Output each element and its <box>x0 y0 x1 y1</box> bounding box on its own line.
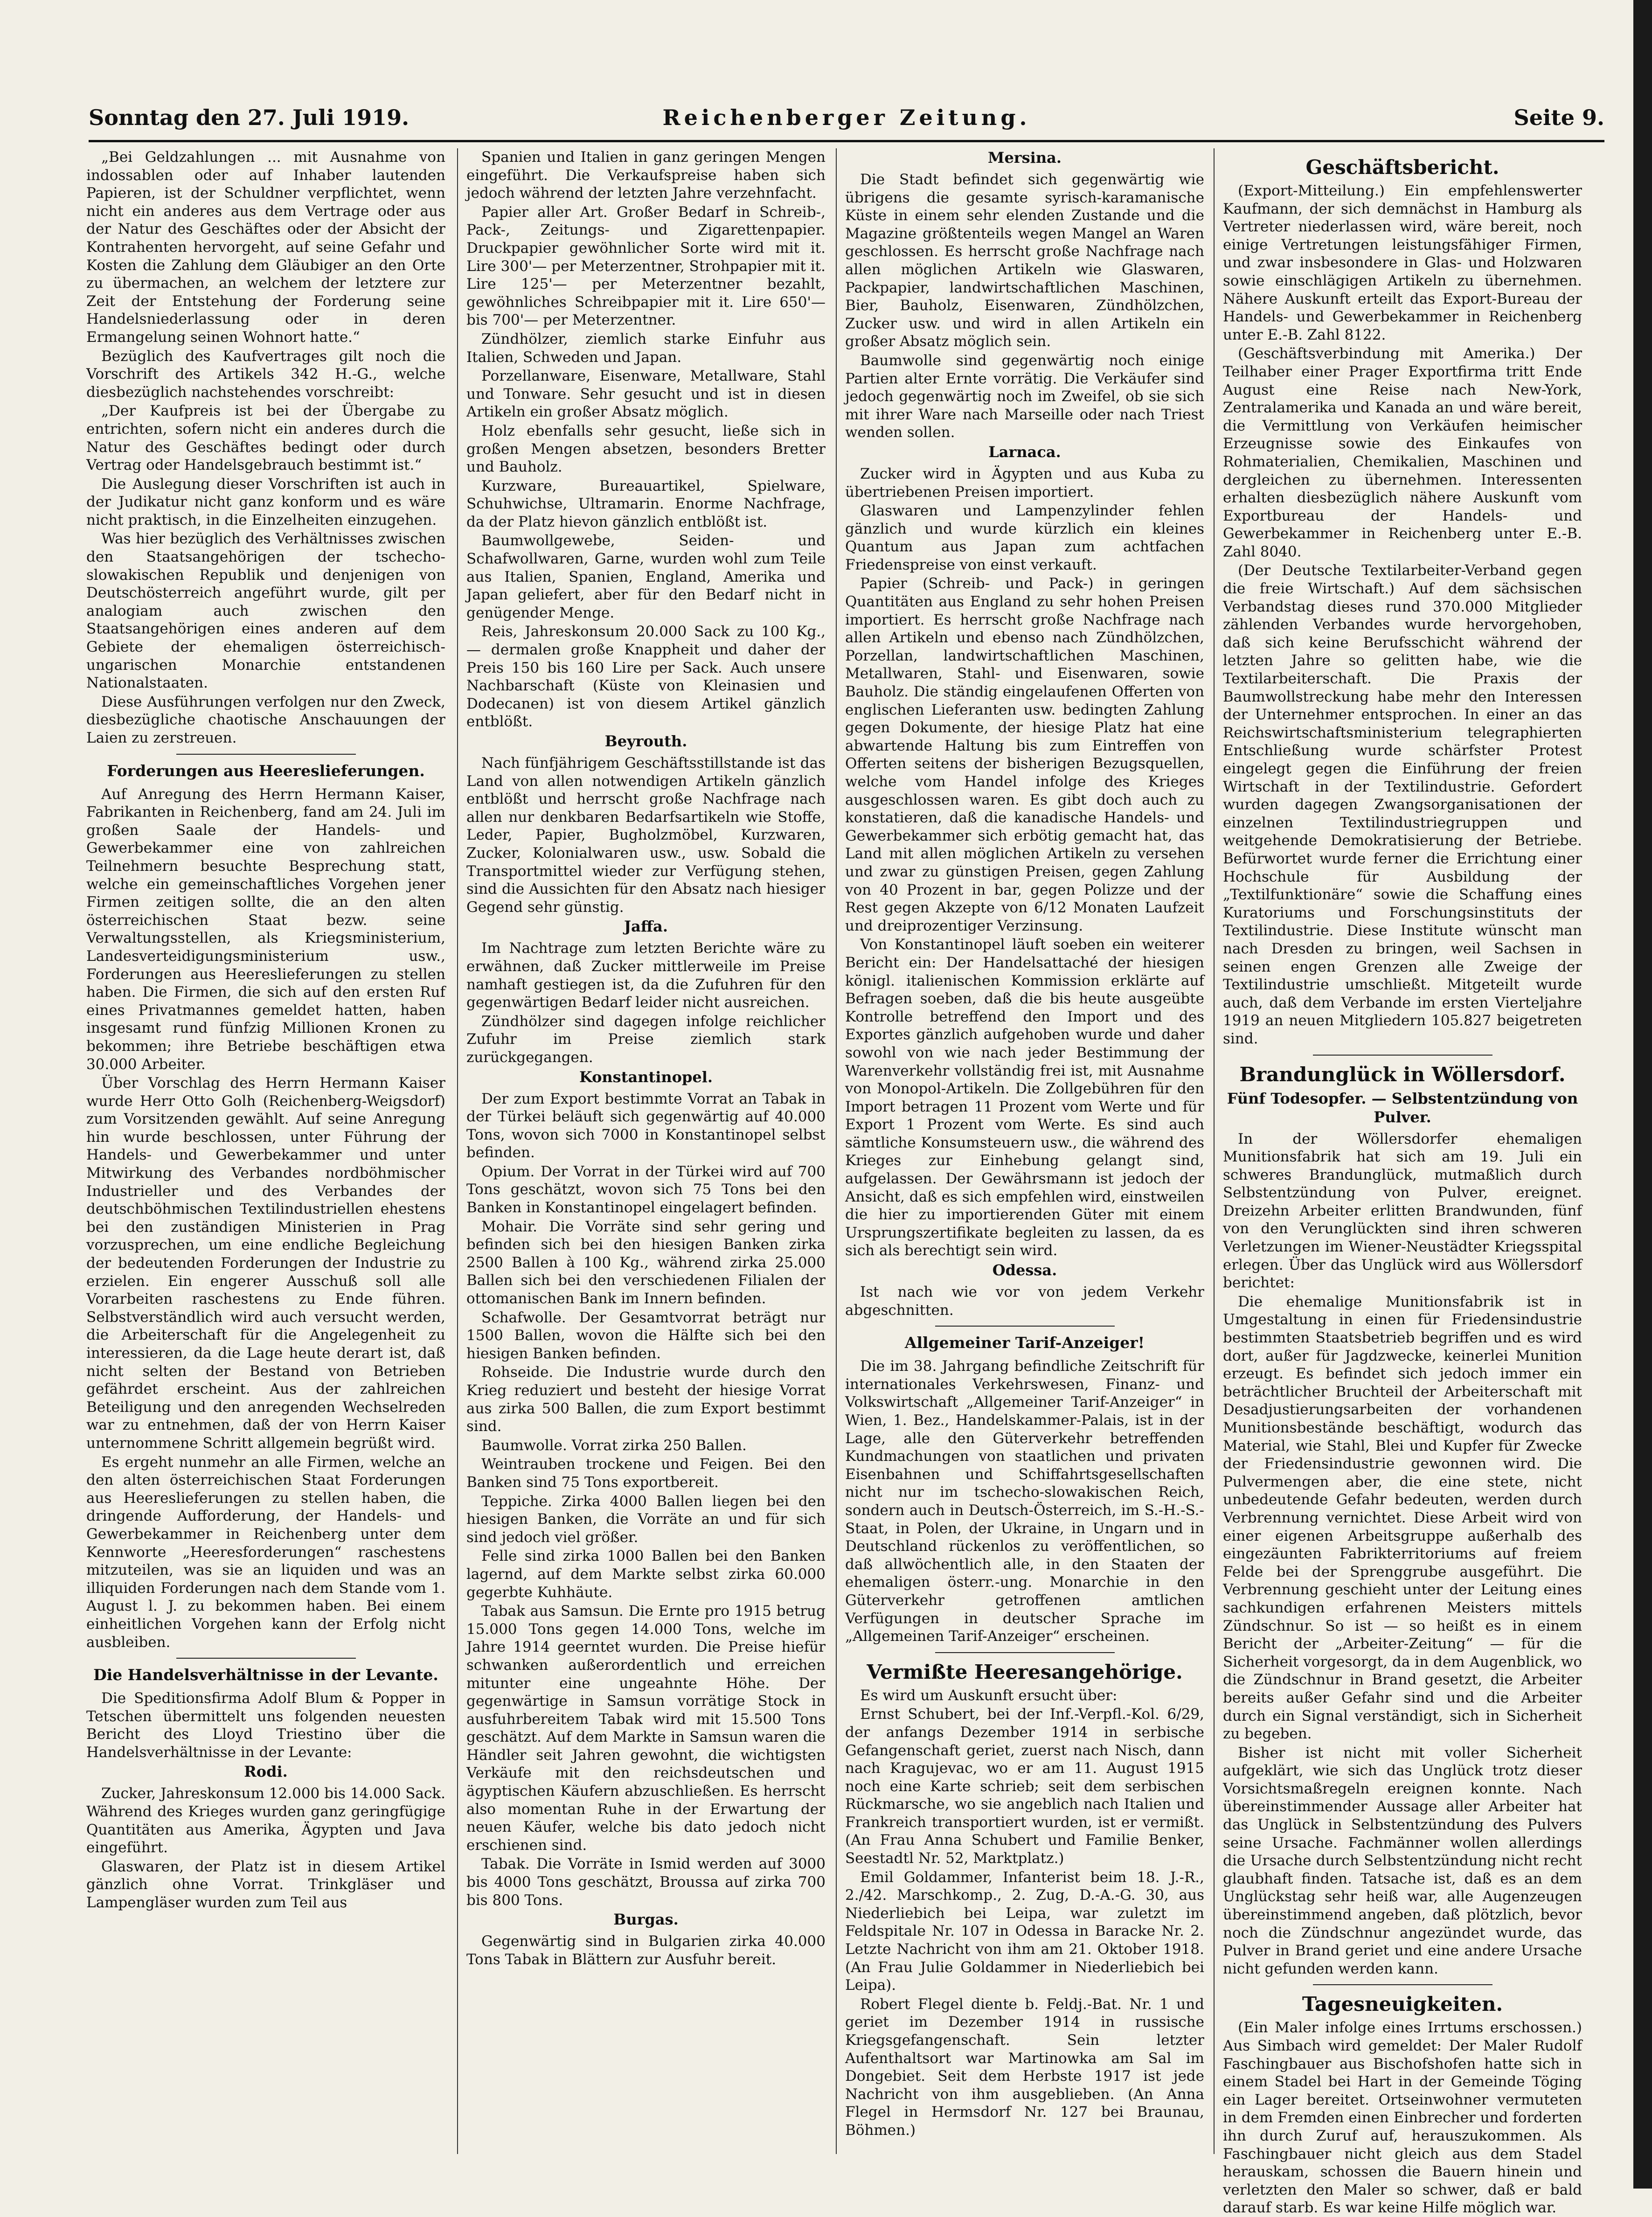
paragraph: Ist nach wie vor von jedem Verkehr abgeschnitten. <box>845 1284 1204 1319</box>
paragraph: Zucker wird in Ägypten und aus Kuba zu übertriebenen Preisen importiert. <box>845 465 1204 500</box>
paragraph: Glaswaren und Lampenzylinder fehlen gänzlich und wurde kürzlich ein kleines Quantum aus Japan zum achtfachen Friedenspreise von einst verkauft. <box>845 502 1204 573</box>
paragraph: Die Stadt befindet sich gegenwärtig wie übrigens die gesamte syrisch-karamanische Küste in einem sehr elenden Zustande und die Magazine größtenteils wegen Mangel an Waren geschlossen. Es herrscht große Nachfrage nach allen möglichen Artikeln wie Glaswaren, Packpapier, landwirtschaftlichen Maschinen, Bier, Bauholz, Eisenwaren, Zündhölzchen, Zucker usw. und wird in allen Artikeln ein großer Absatz möglich sein. <box>845 171 1204 350</box>
paragraph: Baumwolle sind gegenwärtig noch einige Partien alter Ernte vorrätig. Die Verkäufer sind jedoch gegenwärtig noch im Zweifel, ob sie sich mit ihrer Ware nach Marseille oder nach Triest wenden sollen. <box>845 352 1204 441</box>
separator <box>1313 1984 1492 1985</box>
paragraph: Von Konstantinopel läuft soeben ein weiterer Bericht ein: Der Handelsattaché der hiesigen königl. italienischen Kommission erklärte auf Befragen soeben, daß die bis heute ausgeübte Kontrolle betreffend den Import und des Exportes gänzlich aufgehoben wurde und daher sowohl von wie nach jeder Bestimmung der Warenverkehr vollständig frei ist, mit Ausnahme von Monopol-Artikeln. Die Zollgebühren für den Import betragen 11 Prozent vom Werte und für Export 1 Prozent vom Werte. Es sind auch sämtliche Konsumsteuern usw., die während des Krieges zur Einhebung gelangt sind, aufgelassen. Der Gewährsmann ist jedoch der Ansicht, daß es sich empfehlen wird, einstweilen die hier zu importierenden Güter mit einem Ursprungszertifikate begleiten zu lassen, da es sich als berechtigt sein wird. <box>845 936 1204 1259</box>
paragraph: Die ehemalige Munitionsfabrik ist in Umgestaltung in einen für Friedensindustrie bestimmten Staatsbetrieb begriffen und es wird dort, außer für Jagdzwecke, keinerlei Munition erzeugt. Es befindet sich jedoch immer ein beträchtlicher Bruchteil der Arbeiterschaft mit Desadjustierungsarbeiten der vorhandenen Munitionsbestände beschäftigt, wodurch das Material, wie Stahl, Blei und Kupfer für Zwecke der Friedensindustrie gewonnen wird. Die Pulvermengen aber, die eine stete, nicht unbedeutende Gefahr bedeuten, werden durch Verbrennung vernichtet. Diese Arbeit wird von einer eigenen Arbeitsgruppe außerhalb des eingezäunten Fabrikterritoriums auf freiem Felde bei der Sprenggrube ausgeführt. Die Verbrennung geschieht unter der Leitung eines sachkundigen erfahrenen Meisters mittels Zündschnur. So ist — so heißt es in einem Bericht der „Arbeiter-Zeitung“ — für die Sicherheit vorgesorgt, da in dem Augenblick, wo die Zündschnur in Brand gesetzt, die Arbeiter bereits außer Gefahr sind und die Arbeiter durch ein Signal verständigt, sich in Sicherheit zu begeben. <box>1223 1293 1582 1743</box>
paragraph: Emil Goldammer, Infanterist beim 18. J.-R., 2./42. Marschkomp., 2. Zug, D.-A.-G. 30, aus Niederliebich bei Leipa, war zuletzt im Feldspitale Nr. 107 in Odessa in Baracke Nr. 2. Letzte Nachricht von ihm am 21. Oktober 1918. (An Frau Julie Goldammer in Niederliebich bei Leipa). <box>845 1869 1204 1994</box>
paragraph: Weintrauben trockene und Feigen. Bei den Banken sind 75 Tons exportbereit. <box>466 1456 826 1491</box>
paragraph: Die Auslegung dieser Vorschriften ist auch in der Judikatur nicht ganz konform und es wäre nicht praktisch, in die Einzelheiten einzugehen. <box>86 475 445 528</box>
paragraph: Reis, Jahreskonsum 20.000 Sack zu 100 Kg., — dermalen große Knappheit und daher der Preis 150 bis 160 Lire per Sack. Auch unsere Nachbarschaft (Küste von Kleinasien und Dodecanen) ist von diesem Artikel gänzlich entblößt. <box>466 623 826 730</box>
paragraph: Die im 38. Jahrgang befindliche Zeitschrift für internationales Verkehrswesen, Finanz- und Volkswirtschaft „Allgemeiner Tarif-Anzeiger“ in Wien, 1. Bez., Handelskammer-Palais, ist in der Lage, alle den Güterverkehr betreffenden Kundmachungen von staatlichen und privaten Eisenbahnen und Schiffahrtsgesellschaften nicht nur im tschecho-slowakischen Reich, sondern auch in Deutsch-Österreich, im S.-H.-S.-Staat, in Polen, der Ukraine, in Ungarn und in Deutschland rückenlos zu veröffentlichen, so daß allwöchentlich alle, in den Staaten der ehemaligen österr.-ung. Monarchie in den Güterverkehr getroffenen amtlichen Verfügungen in deutscher Sprache im „Allgemeinen Tarif-Anzeiger“ erscheinen. <box>845 1358 1204 1645</box>
issue-date: Sonntag den 27. Juli 1919. <box>89 105 410 130</box>
paragraph: „Der Kaufpreis ist bei der Übergabe zu entrichten, sofern nicht ein anderes durch die Natur des Geschäftes bedingt oder durch Vertrag oder Handelsgebrauch bestimmt ist.“ <box>86 403 445 474</box>
paragraph: Zündhölzer, ziemlich starke Einfuhr aus Italien, Schweden und Japan. <box>466 330 826 366</box>
paragraph: In der Wöllersdorfer ehemaligen Munitionsfabrik hat sich am 19. Juli ein schweres Brandunglück, mutmaßlich durch Selbstentzündung von Pulver, ereignet. Dreizehn Arbeiter erlitten Brandwunden, fünf von den Verunglückten sind ihren schweren Verletzungen im Wiener-Neustädter Kriegsspital erlegen. Über das Unglück wird aus Wöllersdorf berichtet: <box>1223 1130 1582 1292</box>
paragraph: Porzellanware, Eisenware, Metallware, Stahl und Tonware. Sehr gesucht und ist in diesen Artikeln ein großer Absatz möglich. <box>466 368 826 421</box>
paragraph: Über Vorschlag des Herrn Hermann Kaiser wurde Herr Otto Golh (Reichenberg-Weigsdorf) zum Vorsitzenden gewählt. Auf seine Anregung hin wurde beschlossen, unter Führung der Handels- und Gewerbekammer und unter Mitwirkung des Verbandes nordböhmischer Industrieller und des Verbandes der deutschböhmischen Textilindustriellen ehestens bei den zuständigen Ministerien in Prag vorzusprechen, um eine endliche Begleichung der bedeutenden Forderungen der Industrie zu erzielen. Ein engerer Ausschuß soll alle Vorarbeiten raschestens zu Ende führen. Selbstverständlich wird auch versucht werden, die Arbeiterschaft für die Angelegenheit zu interessieren, da die Lage heute derart ist, daß nicht selten der Bestand von Betrieben gefährdet erscheint. Aus der zahlreichen Beteiligung und den anregenden Wechselreden war zu entnehmen, daß der von Herrn Kaiser unternommene Schritt allgemein begrüßt wird. <box>86 1075 445 1452</box>
paragraph: Kurzware, Bureauartikel, Spielware, Schuhwichse, Ultramarin. Enorme Nachfrage, da der Platz hievon gänzlich entblößt ist. <box>466 477 826 530</box>
paragraph: Im Nachtrage zum letzten Berichte wäre zu erwähnen, daß Zucker mittlerweile im Preise namhaft gestiegen ist, da die Zufuhren für den gegenwärtigen Bedarf leider nicht ausreichen. <box>466 940 826 1011</box>
subheading: Konstantinopel. <box>579 1068 713 1086</box>
paragraph: Zündhölzer sind dagegen infolge reichlicher Zufuhr im Preise ziemlich stark zurückgegangen. <box>466 1013 826 1066</box>
page-header <box>89 105 1604 142</box>
paragraph: Diese Ausführungen verfolgen nur den Zweck, diesbezügliche chaotische Anschauungen der Laien zu zerstreuen. <box>86 693 445 746</box>
paragraph: (Geschäftsverbindung mit Amerika.) Der Teilhaber einer Prager Exportfirma tritt Ende August eine Reise nach New-York, Zentralamerika und Kanada an und wäre bereit, die Vermittlung von Verkäufen heimischer Erzeugnisse sowie des Einkaufes von Rohmaterialien, Chemikalien, Maschinen und dergleichen zu übernehmen. Interessenten erhalten diesbezüglich nähere Auskunft vom Exportbureau der Handels- und Gewerbekammer in Reichenberg unter E.-B. Zahl 8040. <box>1223 345 1582 560</box>
column-4 <box>1223 148 1582 2217</box>
paragraph: Holz ebenfalls sehr gesucht, ließe sich in großen Mengen absetzen, besonders Bretter und Bauholz. <box>466 422 826 476</box>
paragraph: Schafwolle. Der Gesamtvorrat beträgt nur 1500 Ballen, wovon die Hälfte sich bei den hiesigen Banken befinden. <box>466 1309 826 1362</box>
separator <box>935 1652 1115 1653</box>
paragraph: Spanien und Italien in ganz geringen Mengen eingeführt. Die Verkaufspreise haben sich jedoch während der letzten Jahre verzehnfacht. <box>466 149 826 202</box>
paragraph: Es ergeht nunmehr an alle Firmen, welche an den alten österreichischen Staat Forderungen aus Heereslieferungen zu stellen haben, die dringende Aufforderung, der Handels- und Gewerbekammer in Reichenberg unter dem Kennworte „Heeresforderungen“ raschestens mitzuteilen, was sie an liquiden und was an illiquiden Forderungen nach dem Stande vom 1. August l. J. zu bekommen haben. Bei einem einheitlichen Vorgehen kann der Erfolg nicht ausbleiben. <box>86 1453 445 1651</box>
paragraph: Rohseide. Die Industrie wurde durch den Krieg reduziert und besteht der hiesige Vorrat aus zirka 500 Ballen, die zum Export bestimmt sind. <box>466 1364 826 1435</box>
section-heading: Forderungen aus Heereslieferungen. <box>107 761 425 780</box>
subheading: Burgas. <box>613 1911 679 1929</box>
paragraph: Papier aller Art. Großer Bedarf in Schreib-, Pack-, Zeitungs- und Zigarettenpapier. Druckpapier gewöhnlicher Sorte wird mit it. Lire 300'— per Meterzentner, Strohpapier mit it. Lire 125'— per Meterzentner bezahlt, gewöhnliches Schreibpapier mit it. Lire 650'— bis 700'— per Meterzentner. <box>466 203 826 329</box>
paragraph: Robert Flegel diente b. Feldj.-Bat. Nr. 1 und geriet im Dezember 1914 in russische Kriegsgefangenschaft. Sein letzter Aufenthaltsort war Martinowka am Sal im Dongebiet. Seit dem Herbste 1917 ist jede Nachricht von ihm ausgeblieben. (An Anna Flegel in Hermsdorf Nr. 127 bei Braunau, Böhmen.) <box>845 1995 1204 2139</box>
subheading: Fünf Todesopfer. — Selbstentzündung von Pulver. <box>1227 1089 1578 1126</box>
paragraph: Nach fünfjährigem Geschäftsstillstande ist das Land von allen notwendigen Artikeln gänzlich entblößt und herrscht große Nachfrage nach allen nur denkbaren Bedarfsartikeln wie Stoffe, Leder, Papier, Bugholzmöbel, Kurzwaren, Zucker, Kolonialwaren usw., usw. Sobald die Transportmittel wieder zur Verfügung stehen, sind die Aussichten für den Absatz nach hiesiger Gegend sehr günstig. <box>466 755 826 916</box>
paragraph: Baumwolle. Vorrat zirka 250 Ballen. <box>481 1437 747 1454</box>
paragraph: Zucker, Jahreskonsum 12.000 bis 14.000 Sack. Während des Krieges wurden ganz geringfügige Quantitäten aus Amerika, Ägypten und Java eingeführt. <box>86 1785 445 1856</box>
scan-edge <box>1633 0 1652 2189</box>
paragraph: Ernst Schubert, bei der Inf.-Verpfl.-Kol. 6/29, der anfangs Dezember 1914 in serbische Gefangenschaft geriet, zuerst nach Nisch, dann nach Kragujevac, wo er am 11. August 1915 noch eine Karte schrieb; seit dem serbischen Rückmarsche, wo sie angeblich nach Italien und Frankreich transportiert wurden, ist er vermißt. (An Frau Anna Schubert und Familie Benker, Seestadtl Nr. 52, Marktplatz.) <box>845 1706 1204 1867</box>
column-divider <box>457 148 458 2154</box>
paragraph: Gegenwärtig sind in Bulgarien zirka 40.000 Tons Tabak in Blättern zur Ausfuhr bereit. <box>466 1933 826 1968</box>
paragraph: Glaswaren, der Platz ist in diesem Artikel gänzlich ohne Vorrat. Trinkgläser und Lampengläser wurden zum Teil aus <box>86 1858 445 1911</box>
paragraph: Es wird um Auskunft ersucht über: <box>860 1687 1118 1704</box>
section-heading-large: Vermißte Heeresangehörige. <box>867 1660 1183 1683</box>
paragraph: Papier (Schreib- und Pack-) in geringen Quantitäten aus England zu sehr hohen Preisen importiert. Es herrscht große Nachfrage nach allen Artikeln und ebenso nach Zündhölzchen, Porzellan, landwirtschaftlichen Maschinen, Metallwaren, Stahl- und Eisenwaren, sowie Bauholz. Die ständig eingelaufenen Offerten von englischen Lieferanten usw. bedingten Zahlung gegen Dokumente, der hiesige Platz hat eine abwartende Haltung bis zum Eintreffen von Offerten seitens der bisherigen Bezugsquellen, welche vom Handel infolge des Krieges ausgeschlossen waren. Es gibt doch auch zu konstatieren, daß die kanadische Handels- und Gewerbekammer sich erbötig gemacht hat, das Land mit allen möglichen Artikeln zu versehen und zwar zu günstigen Preisen, gegen Zahlung von 40 Prozent in bar, gegen Polizze und der Rest gegen Akzepte von 6/12 Monaten Laufzeit und dreiprozentiger Verzinsung. <box>845 575 1204 934</box>
paragraph: (Ein Maler infolge eines Irrtums erschossen.) Aus Simbach wird gemeldet: Der Maler Rudolf Faschingbauer aus Bischofshofen hatte sich in einem Stadel bei Hart in der Gemeinde Töging ein Lager bereitet. Ortseinwohner vermuteten in dem Fremden einen Einbrecher und forderten ihn durch Zuruf auf, herauszukommen. Als Faschingbauer nicht gleich aus dem Stadel herauskam, schossen die Bauern hinein und verletzten den Maler so schwer, daß er bald darauf starb. Es war keine Hilfe möglich war. <box>1223 2019 1582 2217</box>
header-rule <box>89 140 1604 142</box>
separator <box>176 754 356 755</box>
paragraph: Was hier bezüglich des Verhältnisses zwischen den Staatsangehörigen der tschecho-slowakischen Republik und denjenigen von Deutschösterreich angeführt wurde, gilt per analogiam auch zwischen den Staatsangehörigen eines anderen auf dem Gebiete der ehemaligen österreichisch-ungarischen Monarchie entstandenen Nationalstaaten. <box>86 530 445 692</box>
page-number: Seite 9. <box>1513 105 1604 130</box>
subheading: Jaffa. <box>624 917 668 936</box>
column-2 <box>466 148 826 2154</box>
subheading: Mersina. <box>988 149 1062 167</box>
paragraph: Baumwollgewebe, Seiden- und Schafwollwaren, Garne, wurden wohl zum Teile aus Italien, Spanien, England, Amerika und Japan geliefert, aber für den Bedarf nicht in genügender Menge. <box>466 532 826 621</box>
paragraph: Der zum Export bestimmte Vorrat an Tabak in der Türkei beläuft sich gegenwärtig auf 40.000 Tons, wovon sich 7000 in Konstantinopel selbst befinden. <box>466 1090 826 1161</box>
section-heading: Allgemeiner Tarif-Anzeiger! <box>904 1334 1145 1352</box>
paragraph: Mohair. Die Vorräte sind sehr gering und befinden sich bei den hiesigen Banken zirka 2500 Ballen à 100 Kg., während zirka 25.000 Ballen sich bei den verschiedenen Filialen der ottomanischen Bank im Innern befinden. <box>466 1218 826 1307</box>
paragraph: (Export-Mitteilung.) Ein empfehlenswerter Kaufmann, der sich demnächst in Hamburg als Vertreter niederlassen wird, wäre bereit, noch einige Vertretungen leistungsfähiger Firmen, und zwar insbesondere in Glas- und Holzwaren sowie einschlägigen Artikeln zu übernehmen. Nähere Auskunft erteilt das Export-Bureau der Handels- und Gewerbekammer in Reichenberg unter E.-B. Zahl 8122. <box>1223 182 1582 343</box>
separator <box>935 1326 1115 1327</box>
paragraph: Tabak aus Samsun. Die Ernte pro 1915 betrug 15.000 Tons gegen 14.000 Tons, welche im Jahre 1914 geerntet wurden. Die Preise hiefür schwanken außerordentlich und erreichen mitunter eine ungeahnte Höhe. Der gegenwärtige in Samsun vorrätige Stock in ausfuhrbereitem Tabak wird mit 15.500 Tons geschätzt. Auf dem Markte in Samsun waren die Händler seit Jahren gewohnt, die wichtigsten Verkäufe mit den reichsdeutschen und ägyptischen Käufern abzuschließen. Es herrscht also momentan Ruhe in der Erwartung der neuen Käufer, welche bis dato jedoch nicht erschienen sind. <box>466 1603 826 1854</box>
newspaper-title: Reichenberger Zeitung. <box>662 105 1031 130</box>
paragraph: (Der Deutsche Textilarbeiter-Verband gegen die freie Wirtschaft.) Auf dem sächsischen Verbandstag dieses rund 370.000 Mitglieder zählenden Verbandes wurde hervorgehoben, daß sich keine Berufsschicht während der letzten Jahre so gelitten habe, wie die Textilarbeiterschaft. Die Praxis der Baumwollstreckung habe mehr den Interessen der Unternehmer entsprochen. In einer an das Reichswirtschaftsministerium telegraphierten Entschließung wurde schärfster Protest eingelegt gegen die Einführung der freien Wirtschaft in der Textilindustrie. Gefordert wurden dagegen Zwangsorganisationen der einzelnen Textilindustriegruppen und weitgehende Demokratisierung der Betriebe. Befürwortet wurde ferner die Errichtung einer Hochschule für Ausbildung der „Textilfunktionäre“ sowie die Schaffung eines Kuratoriums und Forschungsinstituts der Textilindustrie. Diese Institute wünscht man nach Dresden zu bringen, weil Sachsen in seinen engen Grenzen alle Zweige der Textilindustrie umschließt. Mitgeteilt wurde auch, daß dem Verbande im ersten Vierteljahre 1919 an neuen Mitgliedern 105.827 beigetreten sind. <box>1223 562 1582 1047</box>
section-heading-large: Geschäftsbericht. <box>1305 156 1499 179</box>
paragraph: Auf Anregung des Herrn Hermann Kaiser, Fabrikanten in Reichenberg, fand am 24. Juli im großen Saale der Handels- und Gewerbekammer eine von zahlreichen Teilnehmern besuchte Besprechung statt, welche ein gemeinschaftliches Vorgehen jener Firmen zeitigen sollte, die an den alten österreichischen Staat bezw. seine Verwaltungsstellen, als Kriegsministerium, Landesverteidigungsministerium usw., Forderungen aus Heereslieferungen zu stellen haben. Die Firmen, die sich auf den ersten Ruf eines Privatmannes gemeldet hatten, haben insgesamt rund fünfzig Millionen Kronen zu bekommen; ihre Betriebe beschäftigen etwa 30.000 Arbeiter. <box>86 785 445 1073</box>
paragraph: Teppiche. Zirka 4000 Ballen liegen bei den hiesigen Banken, die Vorräte an und für sich sind jedoch viel größer. <box>466 1493 826 1546</box>
subheading: Odessa. <box>992 1261 1057 1279</box>
subheading: Beyrouth. <box>604 732 687 750</box>
separator <box>176 1658 356 1659</box>
section-heading-large: Brandunglück in Wöllersdorf. <box>1239 1063 1566 1086</box>
column-divider <box>836 148 837 2154</box>
paragraph: Tabak. Die Vorräte in Ismid werden auf 3000 bis 4000 Tons geschätzt, Broussa auf zirka 700 bis 800 Tons. <box>466 1856 826 1909</box>
separator <box>1313 1055 1492 1056</box>
paragraph: „Bei Geldzahlungen ... mit Ausnahme von indossablen oder auf Inhaber lautenden Papieren, ist der Schuldner verpflichtet, wenn nicht ein anderes aus dem Vertrage oder aus der Natur des Geschäftes oder der Absicht der Kontrahenten hervorgeht, auf seine Gefahr und Kosten die Zahlung dem Gläubiger an den Orte zu übermachen, an welchem der letztere zur Zeit der Entstehung der Forderung seine Handelsniederlassung oder in deren Ermangelung seinen Wohnort hatte.“ <box>86 149 445 346</box>
paragraph: Felle sind zirka 1000 Ballen bei den Banken lagernd, auf dem Markte selbst zirka 60.000 gegerbte Kuhhäute. <box>466 1548 826 1601</box>
column-divider <box>1214 148 1215 2154</box>
section-heading-large: Tagesneuigkeiten. <box>1302 1993 1503 2016</box>
paragraph: Die Speditionsfirma Adolf Blum & Popper in Tetschen übermittelt uns folgenden neuesten Bericht des Lloyd Triestino über die Handelsverhältnisse in der Levante: <box>86 1690 445 1761</box>
paragraph: Bisher ist nicht mit voller Sicherheit aufgeklärt, wie sich das Unglück trotz dieser Vorsichtsmaßregeln ereignen konnte. Nach übereinstimmender Aussage aller Arbeiter hat das Unglück in Selbstentzündung des Pulvers seine Ursache. Fachmänner wollen allerdings die Ursache durch Selbstentzündung nicht recht glaubhaft finden. Tatsache ist, daß es an dem Unglückstag sehr heiß war, alle Augenzeugen übereinstimmend angeben, daß plötzlich, bevor noch die Zündschnur angezündet wurde, das Pulver in Brand geriet und eine andere Ursache nicht gefunden werden kann. <box>1223 1744 1582 1977</box>
paragraph: Bezüglich des Kaufvertrages gilt noch die Vorschrift des Artikels 342 H.-G., welche diesbezüglich nachstehendes vorschreibt: <box>86 347 445 401</box>
subheading: Larnaca. <box>988 443 1061 461</box>
section-heading: Die Handelsverhältnisse in der Levante. <box>93 1666 438 1684</box>
paragraph: Opium. Der Vorrat in der Türkei wird auf 700 Tons geschätzt, wovon sich 75 Tons bei den Banken in Konstantinopel eingelagert befinden. <box>466 1163 826 1216</box>
column-1 <box>86 148 445 2154</box>
subheading: Rodi. <box>244 1763 288 1781</box>
column-3 <box>845 148 1204 2154</box>
